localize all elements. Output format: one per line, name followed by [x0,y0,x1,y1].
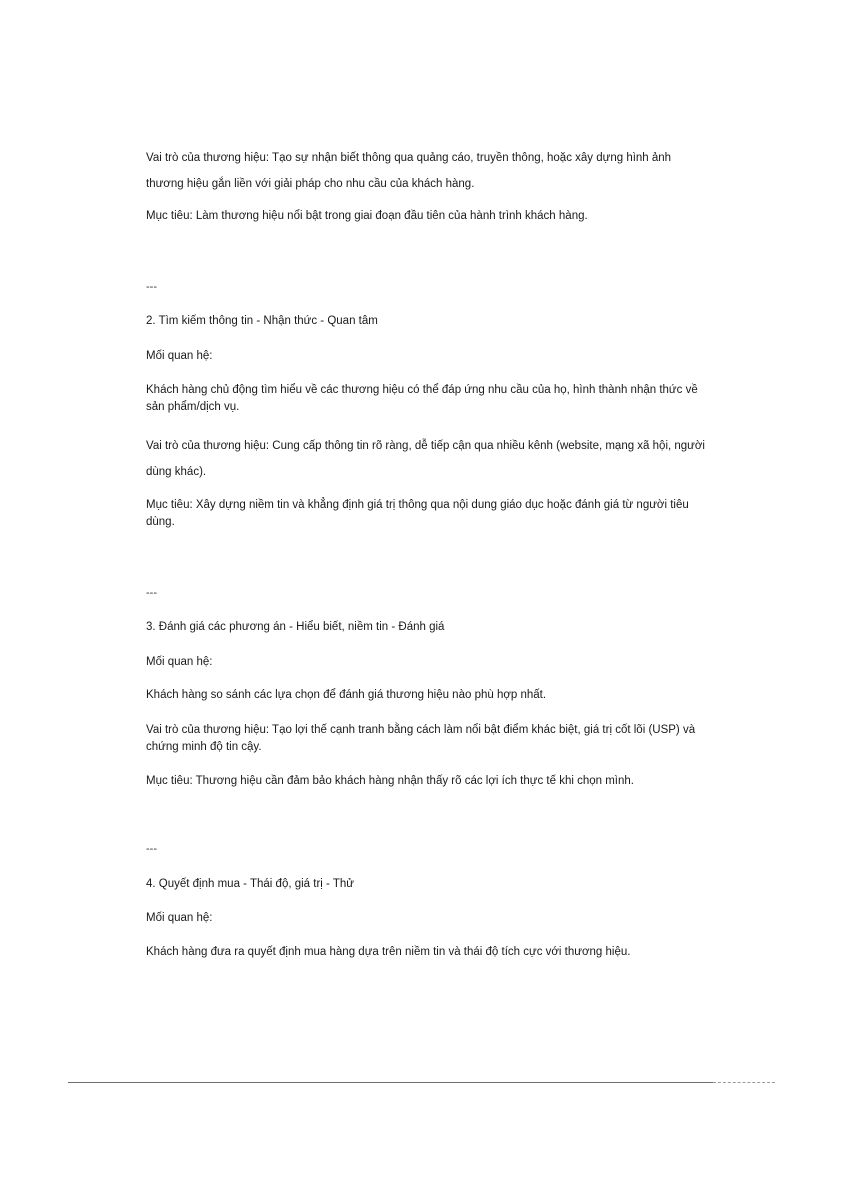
section3-role-paragraph: Vai trò của thương hiệu: Tạo lợi thế cạnh tranh bằng cách làm nổi bật điểm khác biệt, giá trị cốt lõi (USP) và chứng minh độ tin cậy. [146,724,696,753]
section-divider-1: --- [146,281,157,293]
section4-heading: 4. Quyết định mua - Thái độ, giá trị - Thử [146,878,354,890]
section3-relation-label: Mối quan hệ: [146,656,213,668]
section2-relation-label: Mối quan hệ: [146,350,213,362]
section4-relation-paragraph: Khách hàng đưa ra quyết định mua hàng dựa trên niềm tin và thái độ tích cực với thương hiệu. [146,946,631,958]
footer-rule-dashed [713,1082,775,1083]
section4-relation-label: Mối quan hệ: [146,912,213,924]
section3-relation-paragraph: Khách hàng so sánh các lựa chọn để đánh giá thương hiệu nào phù hợp nhất. [146,689,547,701]
section3-goal-paragraph: Mục tiêu: Thương hiệu cần đảm bảo khách hàng nhận thấy rõ các lợi ích thực tế khi chọn mình. [146,775,634,787]
section2-goal-paragraph: Mục tiêu: Xây dựng niềm tin và khẳng định giá trị thông qua nội dung giáo dục hoặc đánh giá từ người tiêu dùng. [146,499,689,528]
section-divider-3: --- [146,843,157,855]
section2-relation-paragraph: Khách hàng chủ động tìm hiểu về các thương hiệu có thể đáp ứng nhu cầu của họ, hình thành nhận thức về sản phẩm/dịch vụ. [146,384,698,413]
section1-goal-paragraph: Mục tiêu: Làm thương hiệu nổi bật trong giai đoạn đầu tiên của hành trình khách hàng. [146,210,588,222]
section2-role-paragraph: Vai trò của thương hiệu: Cung cấp thông tin rõ ràng, dễ tiếp cận qua nhiều kênh (website, mạng xã hội, người dùng khác). [146,440,705,478]
section1-role-paragraph: Vai trò của thương hiệu: Tạo sự nhận biết thông qua quảng cáo, truyền thông, hoặc xây dựng hình ảnh thương hiệu gắn liền với giải pháp cho nhu cầu của khách hàng. [146,152,672,190]
section3-heading: 3. Đánh giá các phương án - Hiểu biết, niềm tin - Đánh giá [146,621,445,633]
footer-rule [68,1082,713,1083]
section2-heading: 2. Tìm kiếm thông tin - Nhận thức - Quan tâm [146,315,378,327]
section-divider-2: --- [146,587,157,599]
